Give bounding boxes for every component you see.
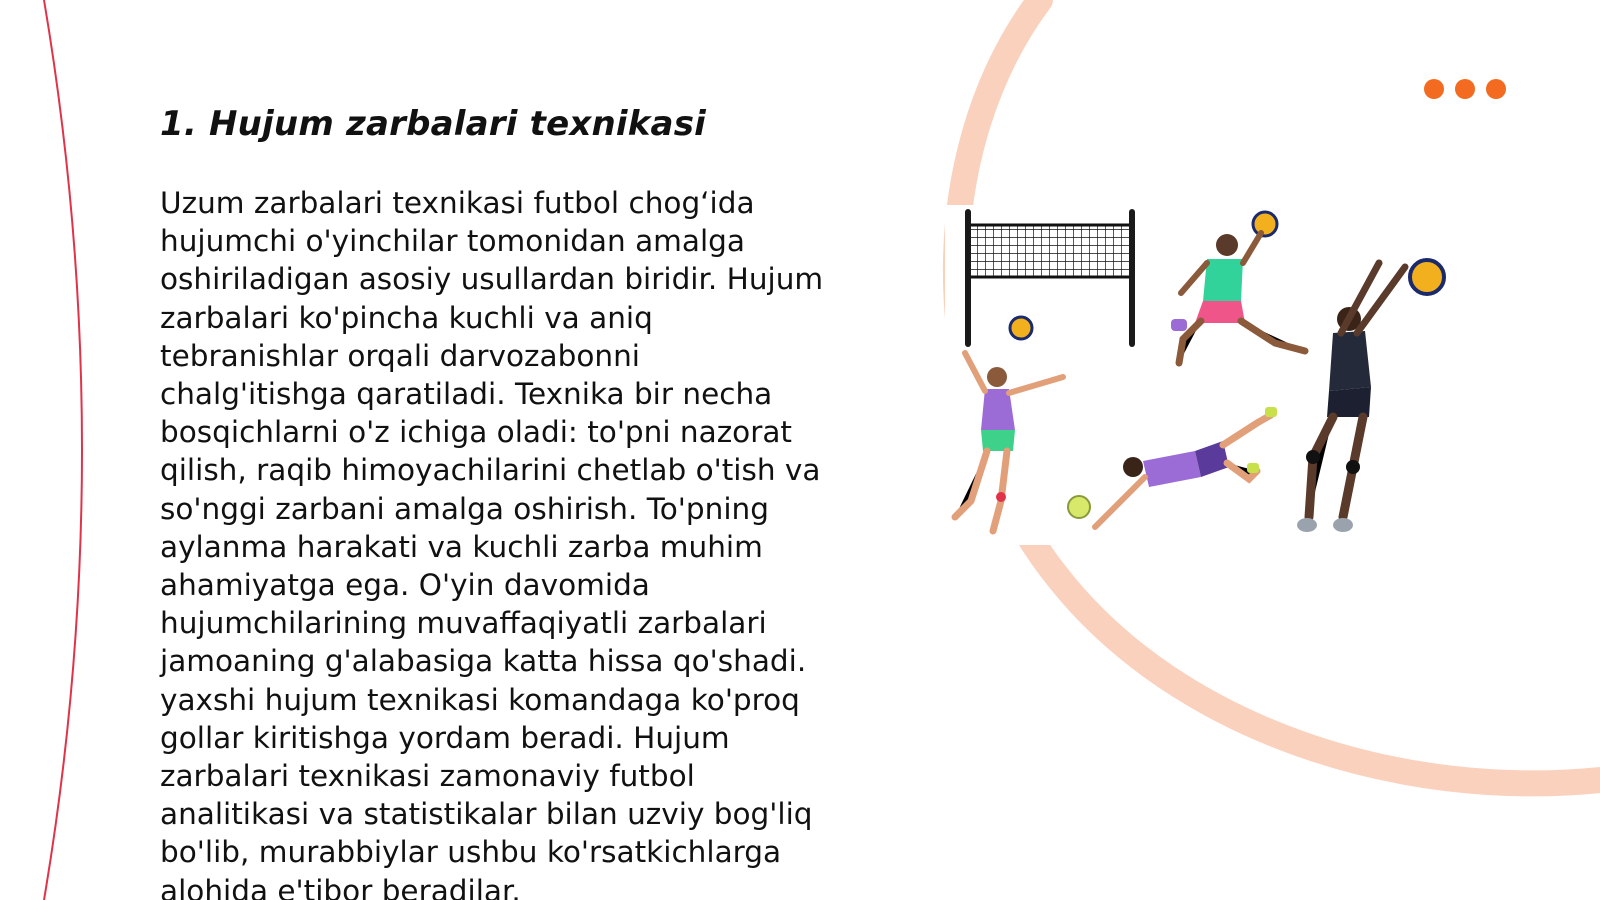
body-line: bosqichlarni o'z ichiga oladi: to'pni nazorat — [160, 415, 793, 450]
body-line: aylanma harakati va kuchli zarba muhim — [160, 529, 763, 564]
body-line: chalg'itishga qaratiladi. Texnika bir necha — [160, 377, 773, 412]
player-figure — [1171, 233, 1305, 363]
body-line: gollar kiritishga yordam beradi. Hujum — [160, 720, 730, 755]
body-line: zarbalari ko'pincha kuchli va aniq — [160, 300, 653, 335]
three-dots-icon[interactable] — [1424, 79, 1506, 99]
dot-1 — [1424, 79, 1444, 99]
body-line: oshiriladigan asosiy usullardan biridir. Hujum — [160, 262, 824, 297]
body-line: qilish, raqib himoyachilarini chetlab o'tish va — [160, 453, 821, 488]
left-curve-line — [44, 0, 82, 900]
player-figure — [955, 353, 1063, 531]
body-line: bo'lib, murabbiylar ushbu ko'rsatkichlarga — [160, 835, 782, 870]
player-figure — [1095, 407, 1277, 527]
body-line: hujumchi o'yinchilar tomonidan amalga — [160, 224, 745, 259]
volleyball-net — [965, 209, 1135, 347]
dot-3 — [1486, 79, 1506, 99]
player-figure — [1297, 263, 1405, 532]
body-line: alohida e'tibor beradilar. — [160, 873, 521, 900]
dot-2 — [1455, 79, 1475, 99]
slide-title: 1. Hujum zarbalari texnikasi — [160, 104, 706, 144]
body-line: so'nggi zarbani amalga oshirish. To'pning — [160, 491, 769, 526]
body-line: yaxshi hujum texnikasi komandaga ko'proq — [160, 682, 800, 717]
body-line: tebranishlar orqali darvozabonni — [160, 338, 640, 373]
body-line: jamoaning g'alabasiga katta hissa qo'shadi. — [160, 644, 807, 679]
volleyball-players-illustration — [945, 205, 1455, 545]
slide-body-text — [160, 184, 850, 900]
body-line: Uzum zarbalari texnikasi futbol chog‘ida — [160, 186, 755, 220]
body-line: ahamiyatga ega. O'yin davomida — [160, 568, 650, 603]
body-line: hujumchilarining muvaffaqiyatli zarbalari — [160, 606, 767, 641]
body-line: zarbalari texnikasi zamonaviy futbol — [160, 759, 695, 794]
body-line: analitikasi va statistikalar bilan uzviy bog'liq — [160, 797, 813, 832]
